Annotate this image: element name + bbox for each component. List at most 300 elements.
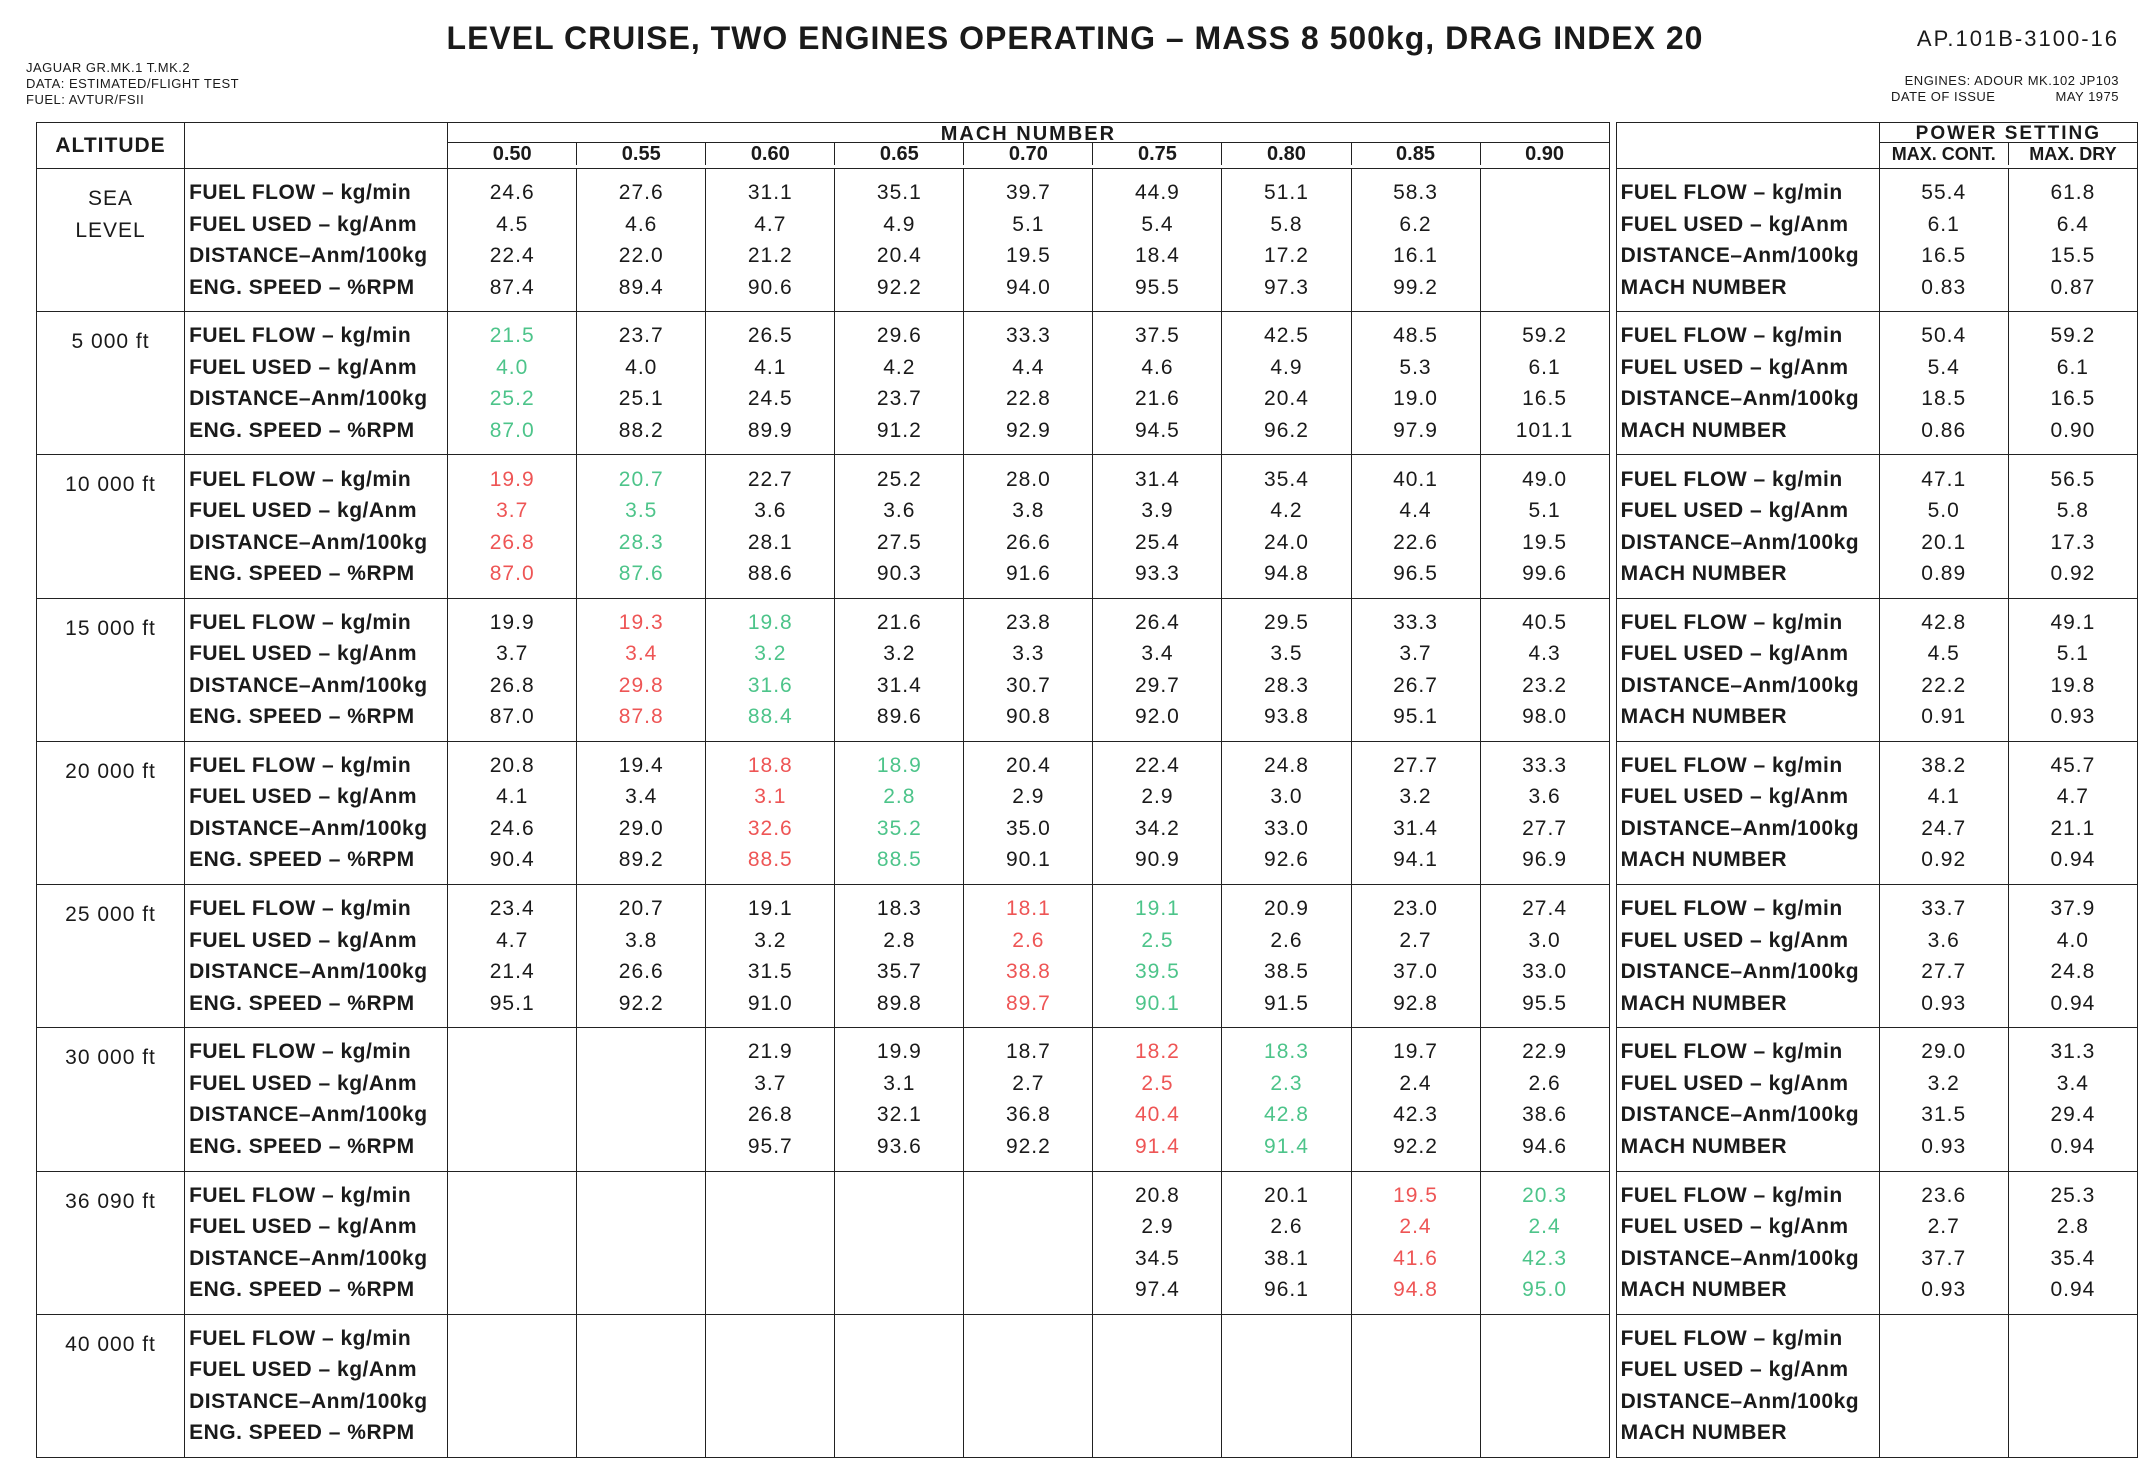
data-value: 3.7: [1399, 642, 1432, 666]
data-value: 29.8: [618, 673, 664, 697]
data-value: 38.5: [1264, 960, 1309, 984]
max-dry-value: 5.1: [2056, 642, 2089, 666]
data-value: 92.0: [1134, 705, 1180, 729]
data-value: 3.4: [1141, 642, 1174, 666]
data-value: 31.4: [1134, 467, 1180, 491]
data-value: 88.6: [747, 562, 793, 586]
data-value: [577, 1386, 705, 1418]
data-value: 40.5: [1522, 610, 1567, 634]
power-row-label: DISTANCE–Anm/100kg: [1620, 816, 1860, 840]
data-value: [835, 1417, 963, 1449]
data-value: 4.2: [1270, 499, 1303, 523]
data-value: 27.7: [1522, 816, 1567, 840]
data-value: 31.4: [876, 673, 922, 697]
data-value: 22.4: [1134, 753, 1180, 777]
data-value: 6.1: [1528, 355, 1561, 379]
data-value: [1481, 1354, 1609, 1386]
data-value: 93.8: [1264, 705, 1309, 729]
data-source: DATA: ESTIMATED/FLIGHT TEST: [26, 76, 240, 91]
max-cont-value: 42.8: [1921, 610, 1967, 634]
data-value: 2.9: [1141, 1215, 1174, 1239]
data-value: [448, 1099, 576, 1131]
data-value: 91.4: [1134, 1134, 1180, 1158]
data-value: [964, 1243, 1092, 1275]
altitude-row: [37, 312, 2138, 455]
power-row-label: FUEL FLOW – kg/min: [1620, 1183, 1843, 1207]
data-value: [448, 1131, 576, 1163]
engine-info: [1891, 73, 2119, 105]
data-value: 28.0: [1005, 467, 1051, 491]
data-value: 92.2: [876, 275, 922, 299]
mach-column-header: 0.75: [1093, 143, 1222, 165]
data-value: [835, 1323, 963, 1355]
data-value: 38.1: [1264, 1246, 1309, 1270]
data-value: 18.9: [876, 753, 922, 777]
data-value: 26.5: [747, 324, 793, 348]
data-value: 40.4: [1134, 1103, 1180, 1127]
data-value: [448, 1323, 576, 1355]
data-value: [448, 1211, 576, 1243]
data-value: [1481, 272, 1609, 304]
data-value: 29.6: [876, 324, 922, 348]
max-dry-value: 0.92: [2050, 562, 2096, 586]
data-value: [448, 1243, 576, 1275]
mach-column-header: 0.60: [706, 143, 835, 165]
data-value: 21.6: [1134, 387, 1180, 411]
data-value: [577, 1131, 705, 1163]
row-label: FUEL USED – kg/Anm: [189, 1215, 418, 1239]
data-value: 39.5: [1134, 960, 1180, 984]
data-value: 26.8: [747, 1103, 793, 1127]
max-dry-value: 24.8: [2050, 960, 2096, 984]
data-value: 22.6: [1393, 530, 1438, 554]
max-dry-value: 4.7: [2056, 785, 2089, 809]
data-value: 89.6: [876, 705, 922, 729]
data-value: 42.8: [1264, 1103, 1309, 1127]
data-value: 2.4: [1399, 1215, 1432, 1239]
data-value: 20.1: [1264, 1183, 1309, 1207]
power-row-label: DISTANCE–Anm/100kg: [1620, 530, 1860, 554]
power-row-label: FUEL USED – kg/Anm: [1620, 642, 1849, 666]
row-label: FUEL FLOW – kg/min: [189, 181, 412, 205]
data-value: 18.8: [747, 753, 793, 777]
data-value: 17.2: [1264, 244, 1309, 268]
data-value: 37.5: [1134, 324, 1180, 348]
data-value: [1093, 1417, 1221, 1449]
power-row-label: DISTANCE–Anm/100kg: [1620, 1389, 1860, 1413]
max-dry-value: 35.4: [2050, 1246, 2096, 1270]
data-value: 99.6: [1522, 562, 1567, 586]
row-label: FUEL FLOW – kg/min: [189, 753, 412, 777]
row-label: DISTANCE–Anm/100kg: [189, 244, 428, 268]
altitude-label: 30 000 ft: [37, 1028, 185, 1171]
altitude-label: 5 000 ft: [37, 312, 185, 455]
data-value: 24.0: [1264, 530, 1309, 554]
data-value: 24.6: [489, 181, 535, 205]
data-value: 88.4: [747, 705, 793, 729]
data-value: 31.1: [747, 181, 793, 205]
data-value: [1481, 177, 1609, 209]
power-row-label: DISTANCE–Anm/100kg: [1620, 1103, 1860, 1127]
row-label: DISTANCE–Anm/100kg: [189, 816, 428, 840]
max-dry-value: 2.8: [2056, 1215, 2089, 1239]
data-value: 94.1: [1393, 848, 1438, 872]
data-value: [577, 1417, 705, 1449]
power-row-label: FUEL USED – kg/Anm: [1620, 928, 1849, 952]
power-row-label: FUEL FLOW – kg/min: [1620, 467, 1843, 491]
data-value: 90.9: [1134, 848, 1180, 872]
data-value: 27.5: [876, 530, 922, 554]
data-value: [577, 1354, 705, 1386]
data-value: 4.7: [754, 212, 787, 236]
data-value: 22.4: [489, 244, 535, 268]
max-dry-value: 15.5: [2050, 244, 2096, 268]
data-value: 42.3: [1393, 1103, 1438, 1127]
data-value: 3.9: [1141, 499, 1174, 523]
data-value: [1481, 209, 1609, 241]
max-dry-value: 37.9: [2050, 897, 2096, 921]
data-value: 40.1: [1393, 467, 1438, 491]
data-value: 3.8: [625, 928, 658, 952]
power-row-label: MACH NUMBER: [1620, 562, 1788, 586]
power-row-label: FUEL USED – kg/Anm: [1620, 1071, 1849, 1095]
altitude-row: [37, 455, 2138, 598]
data-value: 19.4: [618, 753, 664, 777]
max-dry-value: 5.8: [2056, 499, 2089, 523]
max-cont-value: 20.1: [1921, 530, 1967, 554]
data-value: 19.9: [489, 610, 535, 634]
max-cont-header: MAX. CONT.: [1880, 143, 2009, 165]
data-value: 87.0: [489, 705, 535, 729]
data-value: 23.2: [1522, 673, 1567, 697]
data-value: [964, 1274, 1092, 1306]
data-value: [706, 1417, 834, 1449]
max-dry-value: 3.4: [2056, 1071, 2089, 1095]
mach-column-header: 0.65: [835, 143, 964, 165]
data-value: 4.1: [754, 355, 787, 379]
power-row-label: FUEL USED – kg/Anm: [1620, 785, 1849, 809]
data-value: 19.0: [1393, 387, 1438, 411]
data-value: 91.0: [747, 991, 793, 1015]
row-label: DISTANCE–Anm/100kg: [189, 387, 428, 411]
mach-number-header: MACH NUMBER: [940, 123, 1117, 145]
data-value: 20.7: [618, 467, 664, 491]
mach-column-header: 0.50: [448, 143, 577, 165]
issue-label: DATE OF ISSUE: [1890, 89, 1996, 104]
engine-type: ENGINES: ADOUR MK.102 JP103: [1904, 73, 2119, 88]
power-row-label: MACH NUMBER: [1620, 1134, 1788, 1158]
data-value: 89.7: [1005, 991, 1051, 1015]
data-value: 92.2: [1393, 1134, 1438, 1158]
data-value: 37.0: [1393, 960, 1438, 984]
aircraft-type: JAGUAR GR.MK.1 T.MK.2: [26, 60, 191, 75]
power-row-label: DISTANCE–Anm/100kg: [1620, 387, 1860, 411]
data-value: 101.1: [1515, 418, 1574, 442]
document-reference: AP.101B-3100-16: [1916, 26, 2119, 51]
max-cont-value: 38.2: [1921, 753, 1967, 777]
data-value: 2.3: [1270, 1071, 1303, 1095]
data-value: 20.7: [618, 897, 664, 921]
data-value: 5.1: [1528, 499, 1561, 523]
power-row-label: FUEL FLOW – kg/min: [1620, 753, 1843, 777]
data-value: [1222, 1323, 1350, 1355]
data-value: 5.1: [1012, 212, 1045, 236]
data-value: [1481, 240, 1609, 272]
row-label: ENG. SPEED – %RPM: [189, 275, 415, 299]
data-value: 91.2: [876, 418, 922, 442]
data-value: 95.5: [1134, 275, 1180, 299]
data-value: [964, 1211, 1092, 1243]
data-value: [706, 1211, 834, 1243]
data-value: 94.8: [1264, 562, 1309, 586]
power-row-label: MACH NUMBER: [1620, 275, 1788, 299]
data-value: 33.3: [1393, 610, 1438, 634]
altitude-label: 40 000 ft: [37, 1314, 185, 1457]
altitude-label: SEA LEVEL: [37, 169, 185, 312]
data-value: 19.9: [876, 1040, 922, 1064]
altitude-row: [37, 885, 2138, 1028]
data-value: 2.6: [1528, 1071, 1561, 1095]
data-value: 5.3: [1399, 355, 1432, 379]
data-value: 31.4: [1393, 816, 1438, 840]
row-label: DISTANCE–Anm/100kg: [189, 960, 428, 984]
mach-column-header: 0.55: [577, 143, 706, 165]
data-value: 21.9: [747, 1040, 793, 1064]
data-value: 31.5: [747, 960, 793, 984]
mach-column-header: 0.70: [964, 143, 1093, 165]
max-cont-value: 16.5: [1921, 244, 1967, 268]
data-value: 91.5: [1264, 991, 1309, 1015]
power-row-label: FUEL FLOW – kg/min: [1620, 324, 1843, 348]
row-label: ENG. SPEED – %RPM: [189, 705, 415, 729]
row-label: FUEL FLOW – kg/min: [189, 610, 412, 634]
data-value: 28.3: [618, 530, 664, 554]
max-dry-value: 0.93: [2050, 705, 2096, 729]
data-value: 3.7: [754, 1071, 787, 1095]
data-value: [577, 1243, 705, 1275]
data-value: 18.3: [1264, 1040, 1309, 1064]
max-cont-value: 37.7: [1921, 1246, 1967, 1270]
data-value: [1352, 1417, 1480, 1449]
max-dry-value: 0.87: [2050, 275, 2096, 299]
data-value: [706, 1386, 834, 1418]
data-value: 2.7: [1399, 928, 1432, 952]
data-value: 2.8: [883, 928, 916, 952]
row-label: DISTANCE–Anm/100kg: [189, 530, 428, 554]
data-value: 24.8: [1264, 753, 1309, 777]
data-value: 3.8: [1012, 499, 1045, 523]
data-value: [964, 1323, 1092, 1355]
max-cont-value: 47.1: [1921, 467, 1967, 491]
mach-column-header: 0.90: [1525, 143, 1565, 165]
data-value: 20.4: [876, 244, 922, 268]
data-value: 88.5: [876, 848, 922, 872]
data-value: 28.1: [747, 530, 793, 554]
data-value: [964, 1354, 1092, 1386]
data-value: 18.4: [1134, 244, 1180, 268]
data-value: 18.3: [876, 897, 922, 921]
data-value: 42.5: [1264, 324, 1309, 348]
max-dry-value: 0.94: [2050, 848, 2096, 872]
data-value: 95.1: [1393, 705, 1438, 729]
data-value: 95.0: [1522, 1278, 1567, 1302]
max-dry-value: [2009, 1354, 2137, 1386]
altitude-row: [37, 741, 2138, 884]
row-label: DISTANCE–Anm/100kg: [189, 1389, 428, 1413]
data-value: 95.1: [489, 991, 535, 1015]
max-cont-value: 2.7: [1927, 1215, 1960, 1239]
data-value: 3.6: [883, 499, 916, 523]
max-dry-value: [2009, 1386, 2137, 1418]
data-value: [835, 1354, 963, 1386]
max-cont-value: 31.5: [1921, 1103, 1967, 1127]
data-value: 4.3: [1528, 642, 1561, 666]
data-value: 2.7: [1012, 1071, 1045, 1095]
data-value: 92.8: [1393, 991, 1438, 1015]
power-row-label: DISTANCE–Anm/100kg: [1620, 673, 1860, 697]
data-value: 23.8: [1005, 610, 1051, 634]
max-dry-value: [2009, 1323, 2137, 1355]
altitude-label: 20 000 ft: [37, 741, 185, 884]
data-value: [577, 1036, 705, 1068]
data-value: 26.4: [1134, 610, 1180, 634]
data-value: 98.0: [1522, 705, 1567, 729]
label-header: [185, 123, 448, 169]
data-value: 29.0: [618, 816, 664, 840]
data-value: 26.6: [618, 960, 664, 984]
max-cont-value: 0.83: [1921, 275, 1967, 299]
mach-column-header: 0.85: [1352, 143, 1481, 165]
data-value: 49.0: [1522, 467, 1567, 491]
data-value: 48.5: [1393, 324, 1438, 348]
data-value: 2.5: [1141, 1071, 1174, 1095]
data-value: 19.3: [618, 610, 664, 634]
data-value: 88.2: [618, 418, 664, 442]
data-value: 4.0: [625, 355, 658, 379]
max-dry-value: 0.94: [2050, 991, 2096, 1015]
max-cont-value: [1880, 1417, 2008, 1449]
max-cont-value: 0.93: [1921, 1278, 1967, 1302]
altitude-label: 15 000 ft: [37, 598, 185, 741]
data-value: 44.9: [1134, 181, 1180, 205]
row-label: FUEL USED – kg/Anm: [189, 499, 418, 523]
data-value: 31.6: [747, 673, 793, 697]
data-value: 93.3: [1134, 562, 1180, 586]
data-value: [448, 1417, 576, 1449]
data-value: 88.5: [747, 848, 793, 872]
data-value: 20.9: [1264, 897, 1309, 921]
fuel-type: FUEL: AVTUR/FSII: [26, 92, 145, 107]
altitude-label: 36 090 ft: [37, 1171, 185, 1314]
data-value: 5.8: [1270, 212, 1303, 236]
data-value: 20.8: [489, 753, 535, 777]
data-value: [1481, 1323, 1609, 1355]
data-value: 18.2: [1134, 1040, 1180, 1064]
data-value: 35.2: [876, 816, 922, 840]
max-dry-value: 4.0: [2056, 928, 2089, 952]
max-cont-value: 4.5: [1927, 642, 1960, 666]
data-value: 32.6: [747, 816, 793, 840]
data-value: [448, 1386, 576, 1418]
data-value: [1093, 1354, 1221, 1386]
data-value: 3.7: [496, 499, 529, 523]
data-value: 28.3: [1264, 673, 1309, 697]
data-value: 32.1: [876, 1103, 922, 1127]
row-label: FUEL FLOW – kg/min: [189, 1183, 412, 1207]
row-label: FUEL USED – kg/Anm: [189, 355, 418, 379]
data-value: [964, 1180, 1092, 1212]
data-value: 23.7: [876, 387, 922, 411]
data-value: 33.3: [1005, 324, 1051, 348]
data-value: 19.7: [1393, 1040, 1438, 1064]
data-value: [577, 1180, 705, 1212]
data-value: 34.2: [1134, 816, 1180, 840]
data-value: 89.9: [747, 418, 793, 442]
data-value: 19.5: [1005, 244, 1051, 268]
data-value: 33.3: [1522, 753, 1567, 777]
data-value: [577, 1211, 705, 1243]
data-value: 25.1: [618, 387, 664, 411]
data-value: 87.0: [489, 562, 535, 586]
data-value: 19.8: [747, 610, 793, 634]
data-value: 2.6: [1012, 928, 1045, 952]
data-value: 22.7: [747, 467, 793, 491]
power-row-label: FUEL USED – kg/Anm: [1620, 212, 1849, 236]
data-value: 3.6: [754, 499, 787, 523]
data-value: 20.3: [1522, 1183, 1567, 1207]
max-cont-value: 3.6: [1927, 928, 1960, 952]
data-value: 3.2: [754, 928, 787, 952]
max-dry-value: 49.1: [2050, 610, 2096, 634]
row-label: ENG. SPEED – %RPM: [189, 1278, 415, 1302]
data-value: 92.2: [618, 991, 664, 1015]
data-value: 22.9: [1522, 1040, 1567, 1064]
data-value: [835, 1274, 963, 1306]
data-value: 24.5: [747, 387, 793, 411]
cruise-data-table: [36, 122, 2138, 1458]
data-value: 3.4: [625, 642, 658, 666]
data-value: [1222, 1417, 1350, 1449]
data-value: [1352, 1323, 1480, 1355]
max-cont-value: 6.1: [1927, 212, 1960, 236]
data-value: [835, 1180, 963, 1212]
data-value: 3.1: [883, 1071, 916, 1095]
data-value: 95.5: [1522, 991, 1567, 1015]
data-value: 21.5: [489, 324, 535, 348]
power-setting-header: POWER SETTING: [1915, 123, 2102, 144]
data-value: 92.6: [1264, 848, 1309, 872]
data-value: 3.2: [754, 642, 787, 666]
power-row-label: FUEL USED – kg/Anm: [1620, 355, 1849, 379]
data-value: 26.8: [489, 673, 535, 697]
issue-row: [1891, 89, 2119, 105]
data-value: 19.5: [1393, 1183, 1438, 1207]
data-value: 42.3: [1522, 1246, 1567, 1270]
row-label: ENG. SPEED – %RPM: [189, 418, 415, 442]
data-value: 4.9: [1270, 355, 1303, 379]
max-cont-value: 0.86: [1921, 418, 1967, 442]
row-label: ENG. SPEED – %RPM: [189, 1421, 415, 1445]
data-value: [706, 1354, 834, 1386]
power-row-label: FUEL USED – kg/Anm: [1620, 1358, 1849, 1382]
data-value: 94.6: [1522, 1134, 1567, 1158]
data-value: 35.1: [876, 181, 922, 205]
max-dry-value: 61.8: [2050, 181, 2096, 205]
data-value: [706, 1243, 834, 1275]
data-value: 59.2: [1522, 324, 1567, 348]
max-cont-value: 24.7: [1921, 816, 1967, 840]
data-value: 2.6: [1270, 928, 1303, 952]
